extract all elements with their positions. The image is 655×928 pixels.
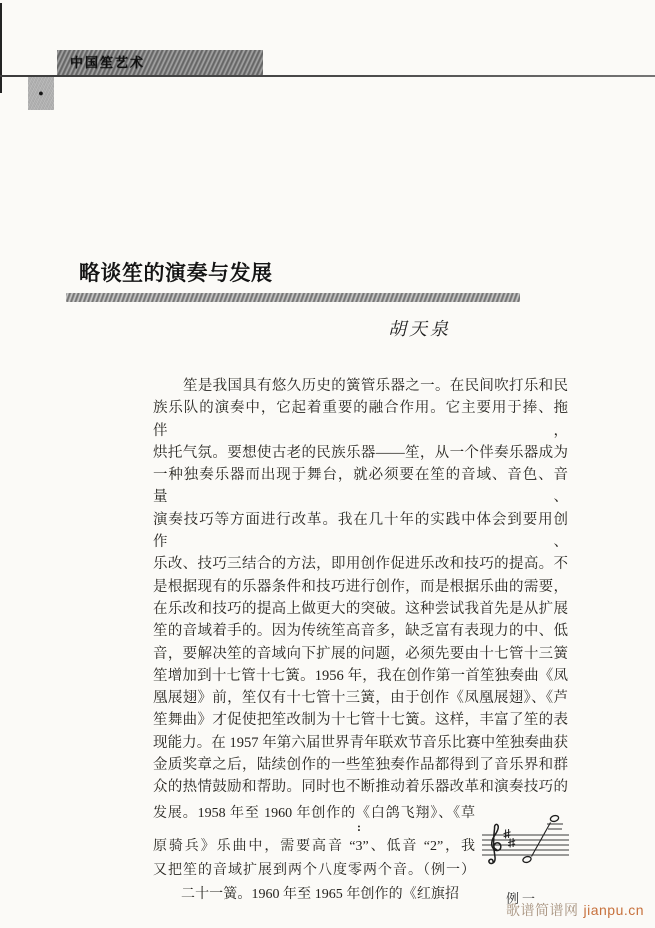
- text-segment: 原骑兵》乐曲中，需要高音 “: [153, 838, 356, 854]
- page-number-block: [28, 77, 54, 110]
- book-title-header: 中国笙艺术: [70, 55, 146, 70]
- body-text-line: 又把笙的音域扩展到两个八度零两个音。（例一）: [153, 862, 475, 878]
- running-header-band: [57, 50, 263, 76]
- body-text-line: 笙是我国具有悠久历史的簧管乐器之一。在民间吹打乐和民: [183, 378, 568, 394]
- body-text-line: 笙增加到十七管十七簧。1956 年，我在创作第一首笙独奏曲《凤: [153, 667, 568, 684]
- music-example-figure: [480, 810, 572, 906]
- body-text-line: 音，要解决笙的音域向下扩展的问题，必须先要由十七管十三簧: [153, 645, 568, 662]
- body-text-line: 金质奖章之后，陆续创作的一些笙独奏作品都得到了音乐界和群: [153, 757, 568, 774]
- octave-dots-icon: :: [357, 819, 361, 834]
- page-edge-line: [0, 3, 2, 93]
- body-text-line: 族乐队的演奏中，它起着重要的融合作用。它主要用于捧、拖伴，: [153, 400, 568, 439]
- note-digit: 3: [355, 838, 363, 854]
- body-text-line: 演奏技巧等方面进行改革。我在几十年的实践中体会到要用创作、: [153, 511, 568, 551]
- body-text-line: [153, 819, 475, 859]
- treble-clef-icon: [489, 824, 501, 863]
- paragraph: [153, 375, 568, 799]
- body-text-line: 发展。1958 年至 1960 年创作的《白鸽飞翔》、《草: [153, 805, 475, 821]
- body-text-line: 笙的音域着手的。因为传统笙高音多，缺乏富有表现力的中、低: [153, 623, 568, 640]
- page-number-glyph: ●: [38, 88, 44, 98]
- body-text-line: 乐改、技巧三结合的方法，即用创作促进乐改和技巧的提高。不: [153, 556, 568, 573]
- body-text-line: 二十一簧。1960 年至 1965 年创作的《红旗招: [181, 886, 459, 902]
- body-text-line: 在乐改和技巧的提高上做更大的突破。这种尝试我首先是从扩展: [153, 600, 568, 617]
- high-note: [550, 814, 560, 822]
- figure-caption: 例一: [506, 890, 539, 906]
- body-text-line: 烘托气氛。要想使古老的民族乐器——笙，从一个伴奏乐器成为: [153, 444, 568, 461]
- header-rule: [0, 75, 655, 77]
- body-text-line: 凰展翅》前，笙仅有十七管十三簧，由于创作《凤凰展翅》、《芦: [153, 690, 568, 707]
- article-title: 略谈笙的演奏与发展: [79, 262, 273, 285]
- text-segment: ”、低音 “2”，我: [362, 838, 475, 854]
- music-staff-svg: [480, 810, 572, 874]
- glissando-line: [532, 822, 551, 856]
- body-text-line: 现能力。在 1957 年第六届世界青年联欢节音乐比赛中笙独奏曲获: [153, 734, 568, 751]
- author-name: 胡天泉: [388, 319, 451, 339]
- low-note: [522, 855, 532, 863]
- jianpu-high-note: [355, 819, 363, 859]
- title-divider: [66, 293, 520, 302]
- body-text-line: 众的热情鼓励和帮助。同时也不断推动着乐器改革和演奏技巧的: [153, 779, 568, 796]
- article-body: [153, 375, 568, 920]
- body-text-line: 是根据现有的乐器条件和技巧进行创作，而是根据乐曲的需要，: [153, 578, 568, 595]
- watermark: [506, 900, 644, 920]
- body-text-line: 笙舞曲》才促使把笙改制为十七管十七簧。这样，丰富了笙的表: [153, 712, 568, 729]
- staff-lines: [482, 835, 569, 855]
- body-text-line: 一种独奏乐器而出现于舞台，就必须要在笙的音域、音色、音量、: [153, 467, 568, 506]
- watermark-site-name: 歌谱简谱网: [506, 902, 579, 918]
- wrap-lines: [153, 802, 475, 907]
- watermark-domain: jianpu.cn: [583, 902, 645, 918]
